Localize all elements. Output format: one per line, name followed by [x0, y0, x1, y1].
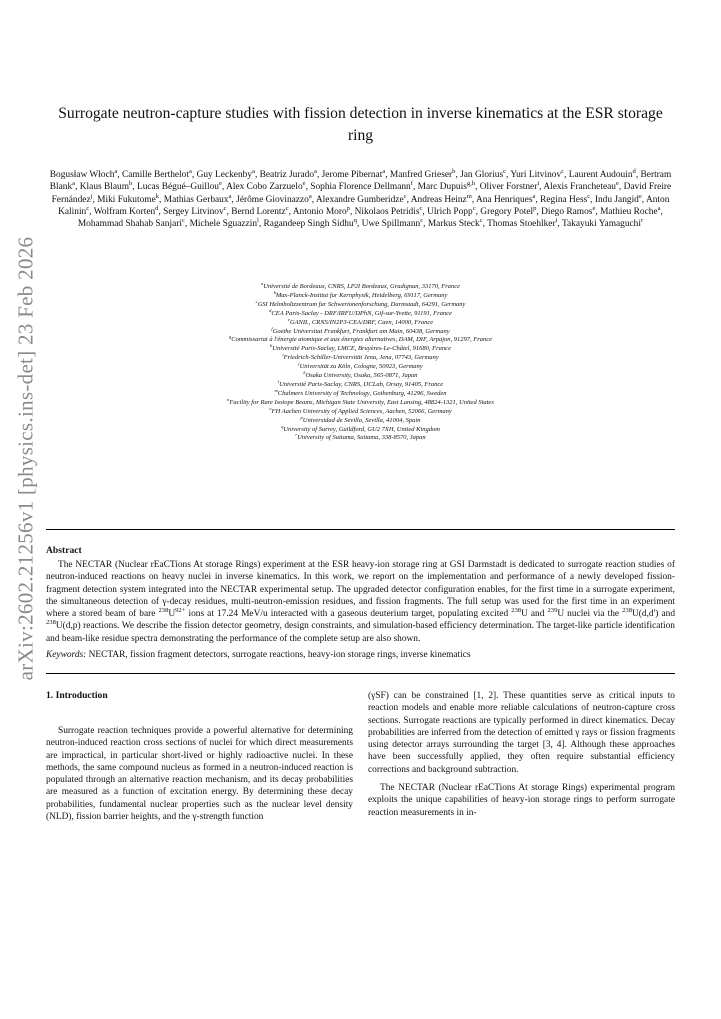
keywords-text: NECTAR, fission fragment detectors, surrogate reactions, heavy-ion storage rings, inverse kinematics — [88, 650, 471, 660]
arxiv-stamp-text: arXiv:2602.21256v1 [physics.ins-det] 23 Feb 2026 — [13, 236, 38, 680]
author-name: Mathieu Roche — [600, 206, 658, 217]
affiliation-key: d — [269, 307, 272, 313]
affiliation-key: q — [281, 423, 284, 429]
affiliation-key: n — [227, 396, 230, 402]
author-name: Bogusław Włoch — [49, 170, 115, 180]
author-affiliation-mark: a — [114, 167, 118, 175]
affiliation-text: Facility for Rare Isotope Beams, Michigan State University, East Lansing, 48824-1321, United States — [229, 398, 494, 406]
author-name: Klaus Blaum — [79, 182, 129, 193]
affiliation-key: b — [273, 289, 276, 295]
author-name: Diego Ramos — [541, 206, 593, 217]
author-name: Andreas Heinz — [410, 194, 467, 205]
affiliation-key: h — [270, 343, 273, 349]
author-name: Laurent Audouin — [568, 170, 633, 180]
author-affiliation-mark: b — [452, 167, 456, 175]
affiliation-key: p — [300, 414, 303, 420]
affiliation-key: r — [295, 432, 298, 438]
author-affiliation-mark: j — [90, 192, 93, 200]
author-affiliation-mark: a — [532, 192, 536, 200]
affiliation-item — [46, 298, 675, 310]
affiliation-item — [46, 378, 675, 390]
author-affiliation-mark: m — [466, 192, 472, 200]
author-affiliation-mark: a — [657, 204, 661, 212]
author-name: Beatriz Jurado — [259, 170, 315, 180]
author-affiliation-mark: c — [503, 167, 507, 175]
author-name: Antonio Moro — [292, 206, 347, 217]
author-name: Lucas Bégué–Guillou — [136, 182, 219, 193]
author-affiliation-mark: c — [223, 204, 227, 212]
affiliation-text: University of Saitama, Saitama, 338-8570, Japan — [297, 434, 426, 442]
intro-paragraph-1-continued: (γSF) can be constrained [1, 2]. These quantities serve as critical inputs to reaction models and enable more reliable calculations of neutron-capture cross sections. Surrogate reactions are typically performed in direct kinematics. Decay probabilities are inferred from the detection of emitted γ rays or fission fragments using detector arrays surrounding the target [3, 4]. Although these approaches have been successfully applied, they often require substantial efficiency corrections and background subtraction. — [368, 691, 675, 775]
author-affiliation-mark: a — [382, 167, 386, 175]
author-name: Indu Jangid — [594, 194, 639, 205]
author-name: Anton Kalinin — [58, 194, 670, 217]
author-name: Ulrich Popp — [427, 206, 473, 217]
author-name: Alex Cobo Zarzuelo — [226, 182, 303, 193]
author-affiliation-mark: c — [472, 204, 476, 212]
author-name: Bernd Lorentz — [231, 206, 286, 217]
abstract-body: The NECTAR (Nuclear rEaCTions At storage Rings) experiment at the ESR heavy-ion storage ring at GSI Darmstadt is dedicated to surrogate reaction studies of neutron-induced reactions on heavy nuclei in inverse kinematics. In this work, we report on the implementation and performance of a newly developed fission-fragment detection system integrated into the NECTAR experimental setup. The upgraded detector configuration enables, for the first time in a surrogate experiment, the simultaneous detection of γ-decay residues, multi-neutron-emission residues, and fission fragments. The full setup was used for the first time in an experiment where a stored beam of bare $^{238}U^{92+}$ ions at 17.24 MeV/u interacted with a gaseous deuterium target, populating excited $^{238}$U and $^{239}$U nuclei via the $^{238}$U(d,d') and $^{238}$U(d,p) reactions. We describe the fission detector geometry, design constraints, and simulation-based efficiency determination. The target-like particle identification and beam-like residue spectra demonstrating the performance of the complete setup are also shown. — [46, 560, 676, 644]
author-affiliation-mark: c — [86, 204, 90, 212]
affiliation-text: GANIL, CRNS/IN2P3-CEA/DRF, Caen, 14000, France — [289, 318, 434, 326]
author-affiliation-mark: l — [257, 217, 259, 225]
affiliation-item — [46, 396, 675, 408]
author-affiliation-mark: c — [403, 192, 407, 200]
affiliation-text: Université Paris-Saclay, LMCE, Bruyères-Le-Châtel, 91680, France — [272, 345, 451, 353]
author-name: Jérôme Giovinazzo — [236, 194, 309, 205]
affiliation-key: c — [255, 298, 258, 304]
author-name: Markus Steck — [427, 219, 480, 230]
affiliation-text: Universität zu Köln, Cologne, 50923, Germany — [299, 363, 423, 371]
left-column — [46, 725, 353, 823]
affiliation-text: Max-Planck-Institut fur Kernphysik, Heidelberg, 69117, Germany — [275, 291, 448, 299]
affiliation-key: i — [282, 352, 284, 358]
author-affiliation-mark: r — [640, 217, 644, 225]
affiliation-item — [46, 434, 675, 443]
affiliation-list — [46, 280, 675, 443]
author-affiliation-mark: i — [555, 217, 558, 225]
author-affiliation-mark: e — [302, 180, 306, 188]
affiliation-item — [46, 336, 675, 345]
affiliation-text: Universidad de Sevilla, Sevilla, 41004, Spain — [302, 416, 421, 424]
author-affiliation-mark: e — [219, 180, 222, 188]
author-affiliation-mark: e — [638, 192, 642, 200]
affiliation-item — [46, 345, 675, 354]
author-name: David Freire Fernández — [51, 182, 672, 205]
affiliation-key: f — [271, 325, 273, 331]
affiliation-text: Université Paris-Saclay, CNRS, IJCLab, Orsay, 91405, France — [279, 380, 444, 388]
affiliation-key: l — [277, 378, 280, 384]
affiliation-key: e — [287, 316, 290, 322]
author-name: Camille Berthelot — [122, 170, 189, 180]
author-affiliation-mark: c — [181, 217, 185, 225]
affiliation-key: o — [269, 405, 272, 411]
author-name: Guy Leckenby — [196, 170, 253, 180]
author-name: Bertram Blank — [49, 170, 672, 193]
author-affiliation-mark: c — [285, 204, 289, 212]
affiliation-text: FH Aachen University of Applied Sciences, Aachen, 52066, Germany — [271, 407, 452, 415]
author-name: Gregory Potel — [480, 206, 534, 217]
intro-paragraph-2: The NECTAR (Nuclear rEaCTions At storage Rings) experimental program exploits the unique capabilities of heavy-ion storage rings to perform surrogate reaction measurements in in- — [368, 783, 675, 818]
affiliation-text: Friedrich-Schiller-Universität Jena, Jena, 07743, Germany — [283, 354, 439, 362]
affiliation-key: a — [260, 280, 264, 286]
author-name: Ragandeep Singh Sidhu — [263, 219, 354, 230]
author-affiliation-mark: f — [410, 180, 413, 188]
author-affiliation-mark: d — [155, 204, 159, 212]
affiliation-text: Osaka University, Osaka, 565-0871, Japan — [305, 372, 418, 380]
affiliation-text: GSI Helmholtzzentrum fur Schwerionenforschung, Darmstadt, 64291, Germany — [257, 300, 466, 308]
author-name: Alexandre Gumberidze — [315, 194, 404, 205]
affiliation-text: CEA Paris-Saclay - DRF/IRFU/DPhN, Gif-sur-Yvette, 91191, France — [271, 309, 452, 317]
author-name: Alexis Francheteau — [543, 182, 616, 193]
author-name: Mathias Gerbaux — [163, 194, 229, 205]
author-affiliation-mark: a — [314, 167, 317, 175]
affiliation-text: Chalmers University of Technology, Gothenburg, 41296, Sweden — [277, 389, 447, 397]
author-name: Takayuki Yamaguchi — [561, 219, 641, 230]
author-affiliation-mark: e — [592, 204, 596, 212]
author-name: Michele Sguazzin — [189, 219, 258, 230]
paper-title: Surrogate neutron-capture studies with fission detection in inverse kinematics at the ESR storage ring — [58, 105, 663, 144]
author-name: Manfred Grieser — [389, 170, 453, 180]
abstract-heading: Abstract — [46, 545, 82, 556]
author-affiliation-mark: a — [188, 167, 192, 175]
affiliation-item — [46, 363, 675, 372]
author-name: Jerome Pibernat — [321, 170, 383, 180]
author-affiliation-mark: k — [155, 192, 160, 200]
author-name: Sergey Litvinov — [163, 206, 224, 217]
author-affiliation-mark: a — [72, 180, 76, 188]
author-affiliation-mark: c — [561, 167, 565, 175]
affiliation-key: j — [298, 361, 300, 366]
affiliation-text: Commissariat à l'énergie atomique et aux énergies alternatives, DAM, DIF, Arpajon, 91297, France — [231, 336, 493, 344]
author-name: Oliver Forstner — [479, 182, 538, 193]
abstract-bottom-rule — [46, 673, 675, 674]
author-name: Nikolaos Petridis — [354, 206, 420, 217]
abstract-top-rule — [46, 529, 675, 530]
affiliation-key: m — [274, 387, 278, 393]
affiliation-text: Université de Bordeaux, CNRS, LP2I Bordeaux, Gradignan, 33170, France — [263, 283, 461, 290]
keywords-line — [46, 650, 471, 660]
author-name: Regina Hess — [540, 194, 588, 205]
section-heading-introduction: 1. Introduction — [46, 690, 108, 701]
affiliation-item — [46, 369, 675, 381]
right-column — [368, 690, 675, 819]
intro-paragraph-1: Surrogate reaction techniques provide a powerful alternative for determining neutron-induced reaction cross sections of nuclei for which direct measurements are impractical, in particular short-lived or highly radioactive nuclei. In these methods, the same compound nucleus as formed in a neutron-induced reaction is populated through an alternative reaction mechanism, and its decay probabilities are measured as a function of excitation energy. By determining these decay probabilities, fundamental nuclear properties such as the nuclear level density (NLD), fission barrier heights, and the γ-strength function — [46, 726, 353, 823]
keywords-label: Keywords: — [46, 650, 87, 660]
author-name: Miki Fukutome — [97, 194, 156, 205]
author-affiliation-mark: c — [420, 217, 424, 225]
author-affiliation-mark: c — [479, 217, 483, 225]
author-affiliation-mark: i — [537, 180, 540, 188]
author-list: Bogusław Włoch$^a$, Camille Berthelot$^a$, Guy Leckenby$^a$, Beatriz Jurado$^a$, Jerome Pibernat$^a$, Manfred Grieser$^b$, Jan Glorius$^c$, Yuri Litvinov$^c$, Laurent Audouin$^d$, Bertram Blank$^a$, Klaus Blaum$^b$, Lucas Bégué–Guillou$^e$, Alex Cobo Zarzuelo$^e$, Sophia Florence Dellmann$^f$, Marc Dupuis$^{g,h}$, Oliver Forstner$^i$, Alexis Francheteau$^e$, David Freire Fernández$^j$, Miki Fukutome$^k$, Mathias Gerbaux$^a$, Jérôme Giovinazzo$^a$, Alexandre Gumberidze$^c$, Andreas Heinz$^m$, Ana Henriques$^a$, Regina Hess$^c$, Indu Jangid$^e$, Anton Kalinin$^c$, Wolfram Korten$^d$, Sergey Litvinov$^c$, Bernd Lorentz$^c$, Antonio Moro$^p$, Nikolaos Petridis$^c$, Ulrich Popp$^c$, Gregory Potel$^p$, Diego Ramos$^e$, Mathieu Roche$^a$, Mohammad Shahab Sanjari$^c$, Michele Sguazzin$^l$, Ragandeep Singh Sidhu$^q$, Uwe Spillmann$^c$, Markus Steck$^c$, Thomas Stoehlker$^i$, Takayuki Yamaguchi$^r$ — [49, 167, 672, 230]
author-affiliation-mark: p — [346, 204, 350, 212]
author-affiliation-mark: e — [615, 180, 619, 188]
author-affiliation-mark: a — [252, 167, 255, 175]
affiliation-item — [46, 289, 675, 301]
author-name: Sophia Florence Dellmann — [310, 182, 411, 193]
author-name: Jan Glorius — [460, 170, 504, 180]
author-name: Mohammad Shahab Sanjari — [77, 219, 182, 230]
arxiv-stamp — [6, 228, 46, 688]
author-affiliation-mark: d — [632, 167, 636, 175]
affiliation-key: k — [303, 369, 306, 375]
affiliation-key: g — [228, 334, 232, 340]
affiliation-item — [46, 280, 675, 292]
affiliation-item — [46, 354, 675, 363]
author-name: Marc Dupuis — [417, 182, 467, 193]
affiliation-text: Goethe Universitat Frankfurt, Frankfurt am Main, 60438, Germany — [272, 327, 450, 335]
author-affiliation-mark: c — [587, 192, 591, 200]
affiliation-text: University of Surrey, Guildford, GU2 7XH, United Kingdom — [283, 425, 440, 433]
author-affiliation-mark: a — [308, 192, 312, 200]
author-name: Thomas Stoehlker — [487, 219, 556, 230]
author-affiliation-mark: c — [419, 204, 423, 212]
author-affiliation-mark: q — [353, 217, 357, 225]
author-name: Wolfram Korten — [93, 206, 156, 217]
author-name: Uwe Spillmann — [361, 219, 421, 230]
author-name: Ana Henriques — [476, 194, 533, 205]
author-name: Yuri Litvinov — [510, 170, 562, 180]
author-affiliation-mark: g,h — [466, 180, 476, 188]
author-affiliation-mark: a — [228, 192, 232, 200]
author-affiliation-mark: p — [533, 204, 537, 212]
affiliation-item — [46, 387, 675, 399]
author-affiliation-mark: b — [129, 180, 133, 188]
